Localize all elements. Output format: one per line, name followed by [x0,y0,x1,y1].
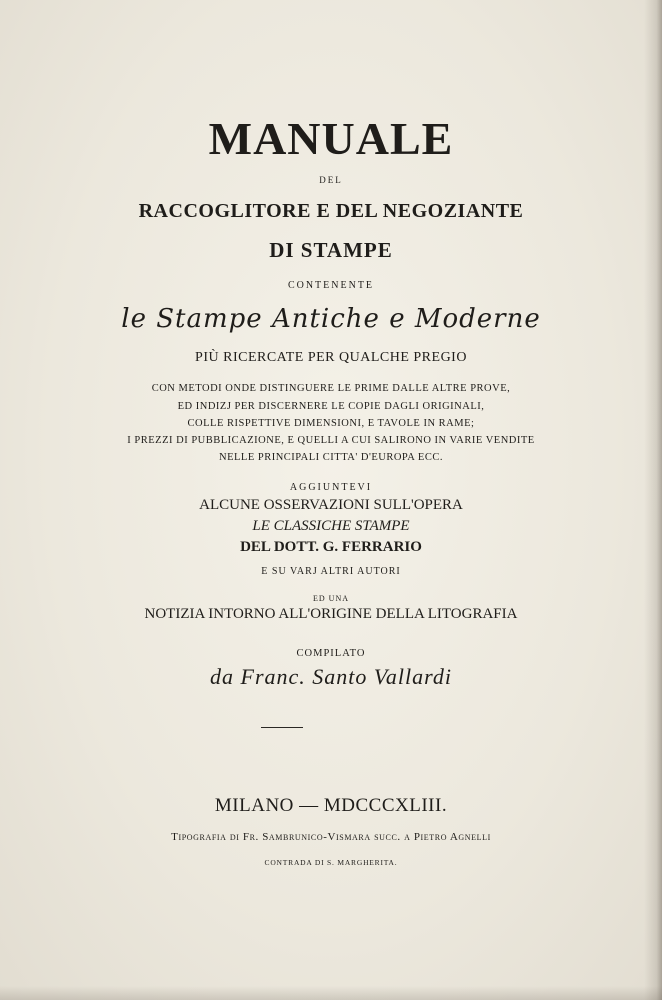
printer-line: Tipografia di Fr. Sambrunico-Vismara succ. a Pietro Agnelli [171,831,491,843]
subtitle-connector: DEL [319,175,343,185]
description-line: ED INDIZJ PER DISCERNERE LE COPIE DAGLI ORIGINALI, [177,401,485,412]
altri-autori-line: E SU VARJ ALTRI AUTORI [261,566,401,577]
subtitle-line-1: RACCOGLITORE E DEL NEGOZIANTE [138,200,524,222]
classiche-stampe-line: LE CLASSICHE STAMPE [252,518,410,534]
divider-rule [261,727,303,728]
author-line: da Franc. Santo Vallardi [210,664,452,689]
ed-una-label: ED UNA [313,594,349,603]
description-line: I PREZZI DI PUBBLICAZIONE, E QUELLI A CUI SALIRONO IN VARIE VENDITE [127,435,535,446]
printer-address: CONTRADA DI S. MARGHERITA. [264,858,398,867]
compilato-label: COMPILATO [296,648,366,659]
piu-ricercate-line: PIÙ RICERCATE PER QUALCHE PREGIO [195,350,467,365]
description-line: NELLE PRINCIPALI CITTA' D'EUROPA ECC. [219,452,443,463]
litografia-line: NOTIZIA INTORNO ALL'ORIGINE DELLA LITOGRAFIA [144,606,518,622]
ferrario-line: DEL DOTT. G. FERRARIO [240,539,422,555]
description-line: COLLE RISPETTIVE DIMENSIONI, E TAVOLE IN RAME; [187,418,475,429]
description-line: CON METODI ONDE DISTINGUERE LE PRIME DALLE ALTRE PROVE, [151,383,511,394]
script-subtitle: le Stampe Antiche e Moderne [121,304,541,334]
book-title: MANUALE [208,113,454,164]
contenente-label: CONTENENTE [287,280,375,291]
osservazioni-line: ALCUNE OSSERVAZIONI SULL'OPERA [199,497,463,513]
subtitle-line-2: DI STAMPE [269,238,393,262]
page-bottom-shadow [0,986,662,1000]
imprint-place-date: MILANO — MDCCCXLIII. [214,795,448,816]
aggiuntevi-label: AGGIUNTEVI [289,482,373,493]
page-edge-shadow [644,0,662,1000]
